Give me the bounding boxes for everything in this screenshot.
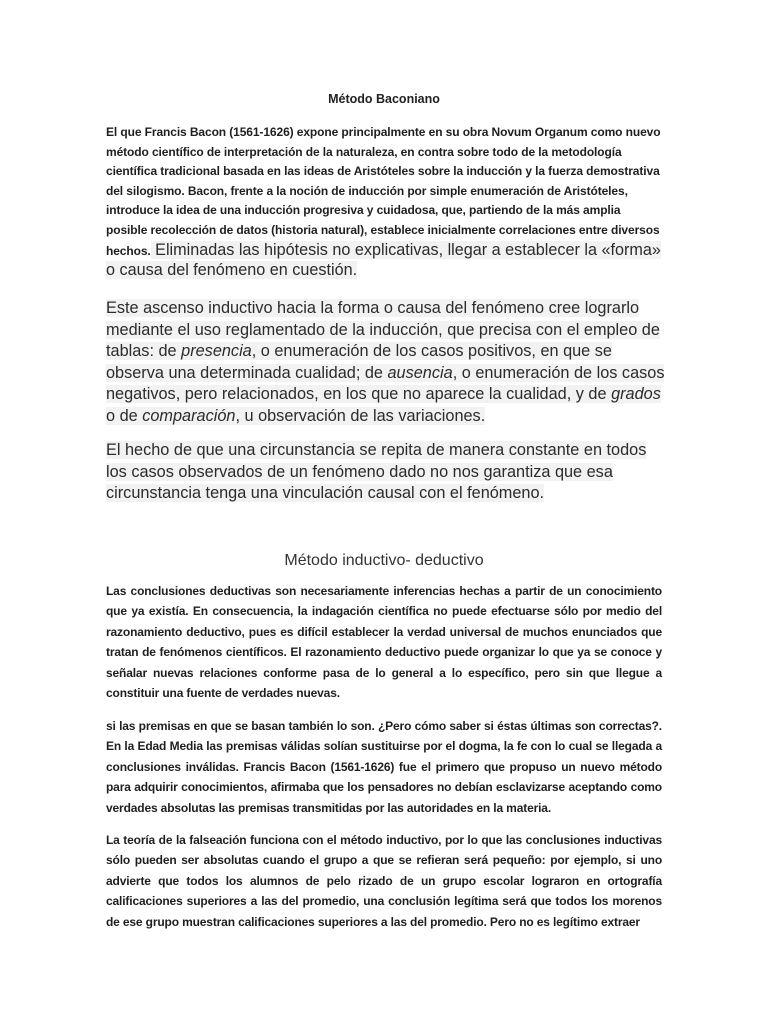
title-metodo-inductivo-deductivo: Método inductivo- deductivo	[284, 552, 484, 569]
hecho-circunstancia-text: El hecho de que una circunstancia se repita de manera constante en todos los casos observados de un fenómeno dado no nos garantiza que esa circunstancia tenga una vinculación causal con el fenómeno.	[106, 441, 647, 503]
paragraph-conclusiones-deductivas: Las conclusiones deductivas son necesariamente inferencias hechas a partir de un conocimiento que ya existía. En consecuencia, la indagación científica no puede efectuarse sólo por medio del razonamiento deductivo, pues es difícil establecer la verdad universal de muchos enunciados que tratan de fenómenos científicos. El razonamiento deductivo puede organizar lo que ya se conoce y señalar nuevas relaciones conforme pasa de lo general a lo específico, pero sin que llegue a constituir una fuente de verdades nuevas.	[106, 584, 662, 701]
ascenso-grados: grados	[611, 385, 661, 404]
ascenso-ausencia: ausencia	[387, 363, 453, 382]
paragraph-hecho-circunstancia	[106, 440, 666, 505]
paragraph-bacon-intro-tail: Eliminadas las hipótesis no explicativas, llegar a establecer la «forma» o causa del fenómeno en cuestión.	[106, 240, 661, 280]
paragraph-bacon-intro-text: El que Francis Bacon (1561-1626) expone principalmente en su obra Novum Organum como nuevo método científico de interpretación de la naturaleza, en contra sobre todo de la metodología científica tradicional basada en las ideas de Aristóteles sobre la inducción y la fuerza demostrativa del silogismo. Bacon, frente a la noción de inducción por simple enumeración de Aristóteles, introduce la idea de una inducción progresiva y cuidadosa, que, partiendo de la más amplia posible recolección de datos (historia natural), establece inicialmente correlaciones entre diversos hechos.	[106, 125, 661, 258]
paragraph-bacon-intro	[106, 123, 662, 282]
paragraph-premisas: si las premisas en que se basan también lo son. ¿Pero cómo saber si éstas últimas son correctas?. En la Edad Media las premisas válidas solían sustituirse por el dogma, la fe con lo cual se llegada a conclusiones inválidas. Francis Bacon (1561-1626) fue el primero que propuso un nuevo método para adquirir conocimientos, afirmaba que los pensadores no debían esclavizarse aceptando como verdades absolutas las premisas transmitidas por las autoridades en la materia.	[106, 719, 662, 815]
ascenso-part1: Este ascenso inductivo hacia la forma o causa del fenómeno cree lograrlo mediante el uso reglamentado de la inducción, que precisa con el empleo de tablas: de	[106, 299, 660, 361]
paragraph-ascenso-inductivo	[106, 298, 666, 428]
ascenso-part5: , u observación de las variaciones.	[235, 406, 486, 425]
ascenso-part4: o de	[106, 406, 143, 425]
ascenso-presencia: presencia	[181, 342, 252, 361]
paragraph-falseacion: La teoría de la falseación funciona con el método inductivo, por lo que las conclusiones inductivas sólo pueden ser absolutas cuando el grupo a que se refieran será pequeño: por ejemplo, si uno advierte que todos los alumnos de pelo rizado de un grupo escolar lograron en ortografía calificaciones superiores a las del promedio, una conclusión legítima será que todos los morenos de ese grupo muestran calificaciones superiores a las del promedio. Pero no es legítimo extraer	[106, 833, 662, 929]
title-metodo-baconiano: Método Baconiano	[328, 92, 440, 106]
ascenso-part2: , o enumeración de los casos positivos, en que se observa una determinada cualidad; de	[106, 342, 612, 382]
ascenso-comparacion: comparación	[142, 406, 236, 425]
ascenso-part3: , o enumeración de los casos negativos, pero relacionados, en los que no aparece la cualidad, y de	[106, 363, 665, 404]
